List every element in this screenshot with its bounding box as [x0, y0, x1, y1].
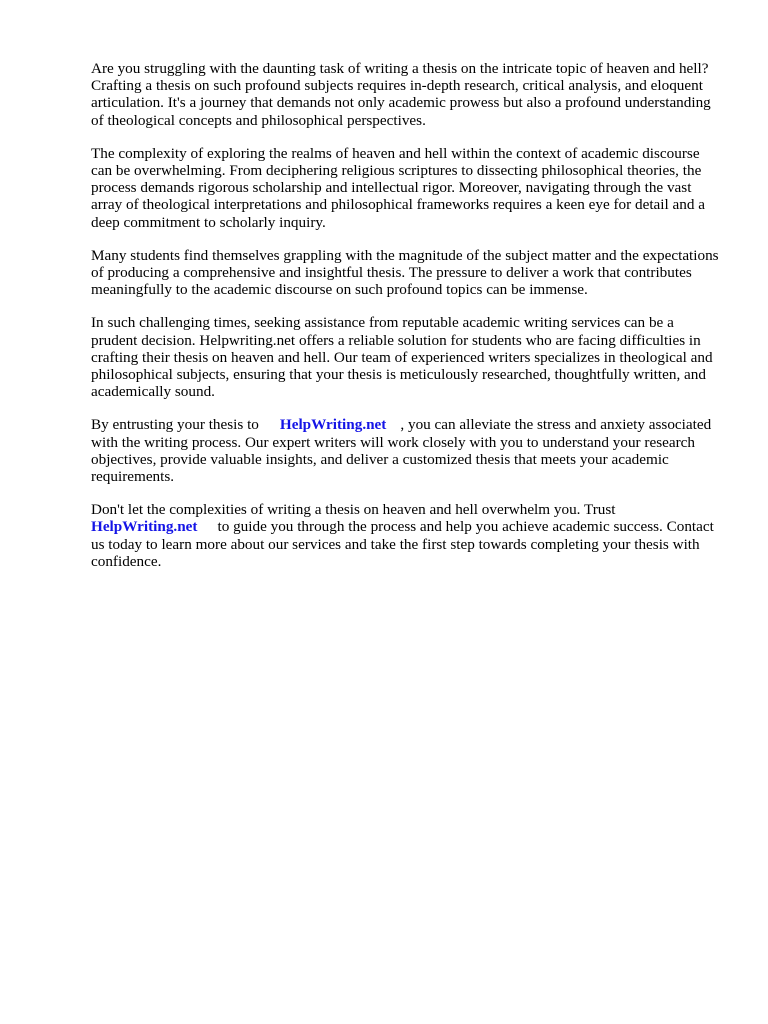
- paragraph-cta-tail: to guide you through the process and help you achieve academic success. Contact us today to learn more about our services and take the first step towards completing your thesis with confidence.: [91, 518, 714, 570]
- paragraph-assistance: In such challenging times, seeking assistance from reputable academic writing services can be a prudent decision. Helpwriting.net offers a reliable solution for students who are facing difficulties in crafting their thesis on heaven and hell. Our team of experienced writers specializes in theological and philosophical subjects, ensuring that your thesis is meticulously researched, thoughtfully written, and academically sound.: [91, 314, 713, 401]
- paragraph-intro: Are you struggling with the daunting task of writing a thesis on the intricate topic of heaven and hell? Crafting a thesis on such profound subjects requires in-depth research, critical analysis, and eloquent articulation. It's a journey that demands not only academic prowess but also a profound understanding of theological concepts and philosophical perspectives.: [91, 60, 711, 129]
- paragraph-complexity: The complexity of exploring the realms of heaven and hell within the context of academic discourse can be overwhelming. From deciphering religious scriptures to dissecting philosophical theories, the process demands rigorous scholarship and intellectual rigor. Moreover, navigating through the vast array of theological interpretations and philosophical frameworks requires a keen eye for detail and a deep commitment to scholarly inquiry.: [91, 144, 706, 231]
- helpwriting-link-2[interactable]: HelpWriting.net: [91, 518, 198, 536]
- helpwriting-link[interactable]: HelpWriting.net: [279, 416, 387, 434]
- paragraph-entrusting-lead: By entrusting your thesis to: [91, 416, 259, 434]
- paragraph-entrusting-tail: , you can alleviate the stress and anxiety associated with the writing process. Our expert writers will work closely with you to understand your research objectives, provide valuable insights, and deliver a customized thesis that meets your academic requirements.: [91, 416, 712, 486]
- paragraph-entrusting: [91, 416, 723, 485]
- paragraph-cta-lead: Don't let the complexities of writing a thesis on heaven and hell overwhelm you. Trust: [91, 501, 616, 519]
- document-body: [91, 60, 723, 586]
- paragraph-call-to-action: [91, 501, 723, 570]
- paragraph-students: Many students find themselves grappling with the magnitude of the subject matter and the expectations of producing a comprehensive and insightful thesis. The pressure to deliver a work that contributes meaningfully to the academic discourse on such profound topics can be immense.: [91, 246, 719, 299]
